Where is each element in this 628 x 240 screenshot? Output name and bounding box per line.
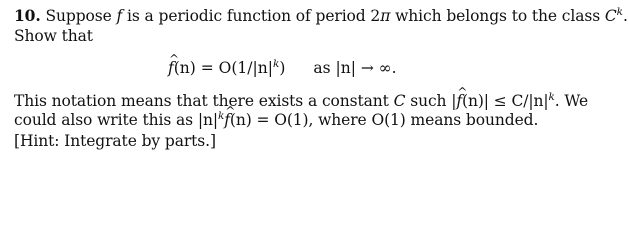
problem-number: 10. [14,6,41,25]
explanation-line-1 [14,91,588,111]
text-fragment: ) [279,59,286,77]
text-fragment: such | [405,92,457,110]
equation-lhs: (n) = O(1/|n| [173,59,273,77]
math-variable-f: f [116,7,123,25]
math-superscript-k: k [616,6,623,18]
text-fragment: . We [554,92,589,110]
text-fragment: which belongs to the class [390,7,605,25]
math-superscript-k: k [217,110,225,122]
text-fragment: (n)| ≤ C/|n| [462,92,549,110]
text-fragment: could also write this as |n| [14,111,218,129]
math-constant-C: C [393,92,406,110]
fourier-coefficient-symbol: ^ f [224,110,230,130]
math-pi: π [380,7,391,25]
hint-text: [Hint: Integrate by parts.] [14,132,216,150]
text-fragment: Suppose [40,7,117,25]
problem-statement-line-2: Show that [14,27,93,45]
text-fragment: . [622,7,628,25]
problem-statement-line-1 [14,6,628,26]
display-equation [168,58,397,78]
math-class-C: C [604,7,617,25]
fourier-coefficient-symbol: ^ f [456,91,462,111]
equation-condition: as |n| → ∞. [313,59,397,77]
explanation-line-2 [14,110,538,130]
text-fragment: is a periodic function of period 2 [122,7,381,25]
text-fragment: (n) = O(1), where O(1) means bounded. [229,111,539,129]
fourier-coefficient-symbol: ^ f [168,58,174,78]
math-superscript-k: k [548,91,555,103]
text-fragment: This notation means that there exists a constant [14,92,394,110]
math-superscript-k: k [272,58,280,70]
